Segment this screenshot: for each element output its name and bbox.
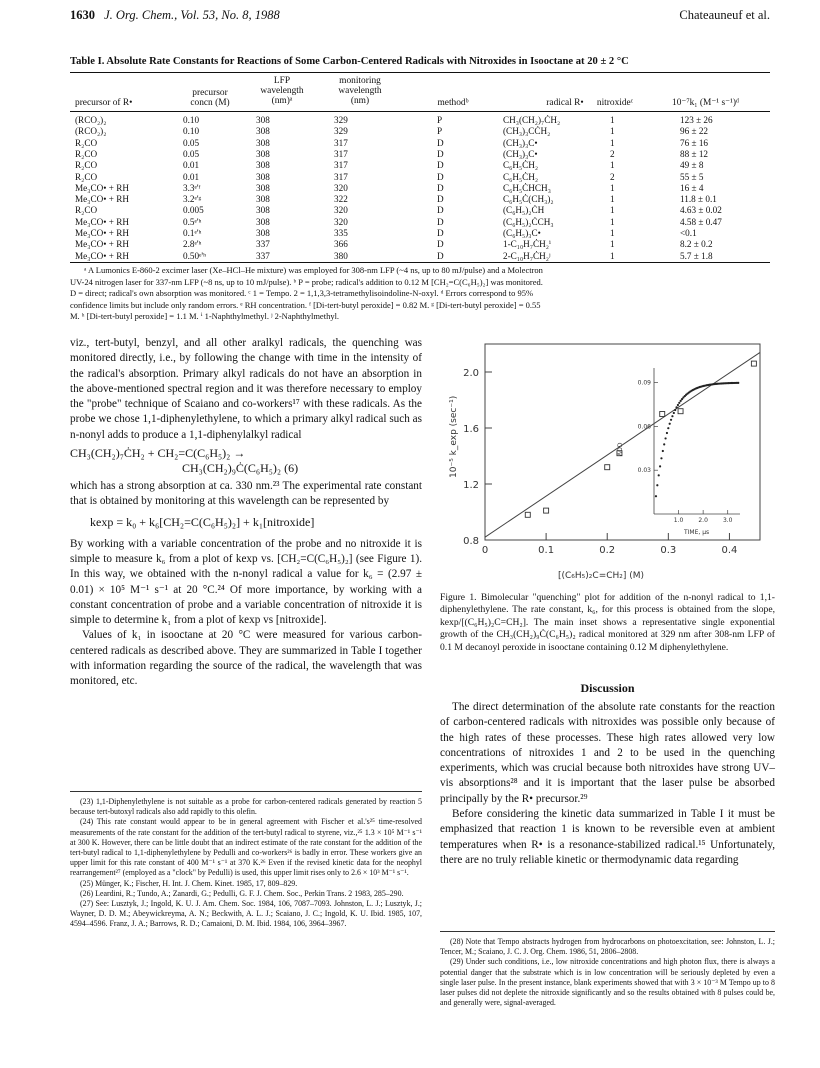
col-lfp: LFP wavelength (nm)ᵃ <box>260 76 304 107</box>
table-cell: D <box>437 228 444 238</box>
equation-6-line1: CH₃(CH₂)₇ĊH₂ + CH₂=C(C₆H₅)₂ → <box>70 446 246 461</box>
col-radical: radical R• <box>546 98 584 108</box>
table-cell: 4.63 ± 0.02 <box>680 205 722 216</box>
table-cell: 308 <box>256 216 270 227</box>
table-cell: 0.01 <box>183 171 200 182</box>
table-cell: P <box>437 126 443 137</box>
data-point <box>544 508 549 513</box>
table-cell: 308 <box>256 115 270 125</box>
inset-y-tick-label: 0.03 <box>637 467 651 475</box>
inset-trace-point <box>655 495 657 497</box>
table-footnote-line: D = direct; radical's own absorption was monitored. ᶜ 1 = Tempo. 2 = 1,1,3,3-tetramethylisoindoline-N-oxyl. ᵈ Errors correspond to 95% <box>70 288 534 299</box>
paragraph: viz., tert-butyl, benzyl, and all other aralkyl radicals, the quenching was monitored directly, i.e., by following the change with time in the intensity of the radical's absorption. Primary alkyl radicals do not have an absorption in the above-mentioned spectral region and it was therefore necessary to employ the "probe" technique of Scaiano and co-workers¹⁷ with these radicals. As the probe we chose 1,1-diphenylethylene, to which a primary alkyl radical such as n-nonyl adds to produce a 1,1-diphenylalkyl radical <box>70 337 422 441</box>
right-column <box>440 681 775 868</box>
table-cell: 308 <box>256 194 270 205</box>
col-monitoring: monitoring wavelength (nm) <box>338 76 382 107</box>
inset-trace-point <box>664 437 666 439</box>
table-cell: 1 <box>610 205 615 216</box>
table-cell: 1 <box>610 160 615 171</box>
inset-trace-point <box>671 415 673 417</box>
col-conc: precursor concn (M) <box>190 88 230 109</box>
table-cell: D <box>437 239 444 250</box>
table-cell: 335 <box>334 228 348 238</box>
table-footnote-line: confidence limits but include only random errors. ᵉ RH concentration. ᶠ [Di-tert-butyl peroxide] = 0.82 M. ᵍ [Di-tert-butyl peroxide] = 0.55 <box>70 299 541 310</box>
col-nitroxide: nitroxideᶜ <box>596 98 634 108</box>
table-cell: D <box>437 194 444 205</box>
paragraph: Before considering the kinetic data summarized in Table I it must be emphasized that reaction 1 is known to be reversible even at ambient temperatures when R• is a resonance-stabilized radical.¹⁵ Unfortunately, there are no truly reliable kinetic or thermodynamic data regarding <box>440 808 775 866</box>
table-cell: 317 <box>334 148 348 159</box>
table-cell: (C₆H₅)₂ĊH <box>503 205 545 216</box>
table-cell: C₆H₅ĊH₂ <box>503 160 539 171</box>
table-cell: 11.8 ± 0.1 <box>680 194 717 205</box>
table-cell: 320 <box>334 205 348 216</box>
inset-trace-point <box>677 404 679 406</box>
table-cell: 0.10 <box>183 115 200 125</box>
x-axis-label: [(C₆H₅)₂C=CH₂] (M) <box>558 571 645 581</box>
table-cell: 329 <box>334 115 348 125</box>
table-cell: <0.1 <box>680 228 697 238</box>
inset-trace-point <box>669 423 671 425</box>
table-cell: 317 <box>334 171 348 182</box>
footnote-divider <box>70 791 422 792</box>
reference: (29) Under such conditions, i.e., low nitroxide concentrations and high photon flux, there is always a potential danger that the substrate which is in low concentration will be seriously depleted by even a single laser pulse. In the present instance, blank experiments showed that with 3 × 10⁻³ M Tempo up to 8 laser pulses did not deplete the nitroxide significantly and so the results obtained with 8 pulses could be, and generally were, signal-averaged. <box>440 957 775 1008</box>
table-cell: (RCO₂)₂ <box>75 126 107 137</box>
inset-x-tick-label: 2.0 <box>698 517 708 524</box>
y-tick-label: 1.2 <box>463 480 479 491</box>
table-cell: 0.05 <box>183 137 200 148</box>
table-cell: 1 <box>610 239 615 250</box>
inset-x-tick-label: 1.0 <box>673 517 684 524</box>
paragraph: By working with a variable concentration of the probe and no nitroxide it is simple to measure k₆ from a plot of kexp vs. [CH₂=C(C₆H₅)₂] (see Figure 1). In this way, we obtained with the n-nonyl radical a value for k₆ = (2.97 ± 0.01) × 10⁵ M⁻¹ s⁻¹ at 20 °C.²⁴ Of more importance, by working with a constant concentration of probe and a variable concentration of nitroxide it is simple to determine k₁ from a plot of kexp vs [nitroxide]. <box>70 537 422 627</box>
inset-trace-point <box>666 432 668 434</box>
inset-trace-point <box>680 400 682 402</box>
table-cell: 308 <box>256 228 270 238</box>
table-cell: (CH₃)₃CĊH₂ <box>503 126 551 137</box>
table-cell: 0.01 <box>183 160 200 171</box>
table-cell: 380 <box>334 250 348 261</box>
table-cell: 2 <box>610 148 615 159</box>
table-cell: 1 <box>610 115 615 125</box>
equation-6-line2: CH₃(CH₂)₉Ċ(C₆H₅)₂ (6) <box>182 461 299 476</box>
table-cell: D <box>437 216 444 227</box>
inset-y-tick-label: 0.06 <box>637 423 651 431</box>
left-references <box>70 797 422 930</box>
table-rule-bottom <box>70 262 770 263</box>
x-tick-label: 0 <box>481 545 489 556</box>
inset-y-label: ΔOD <box>617 442 624 456</box>
table-cell: 8.2 ± 0.2 <box>680 239 713 250</box>
figure-1 <box>440 338 775 588</box>
inset-trace-point <box>656 484 658 486</box>
table-cell: D <box>437 171 444 182</box>
table-footnote-line: UV-24 nitrogen laser for 337-nm LFP (~8 ns, up to 10 mJ/pulse). ᵇ P = probe; radical's addition to 0.12 M [CH₂=C(C₆H₅)₂] was monitored. <box>70 276 543 287</box>
table-cell: 337 <box>256 239 270 250</box>
table-cell: 308 <box>256 126 270 137</box>
running-header <box>70 8 280 23</box>
table-cell: 0.10 <box>183 126 200 137</box>
y-tick-label: 2.0 <box>463 368 479 379</box>
table-cell: 320 <box>334 182 348 193</box>
right-references <box>440 937 775 1008</box>
table-cell: 123 ± 26 <box>680 115 713 125</box>
inset-trace-point <box>667 427 669 429</box>
data-point <box>751 361 756 366</box>
table-cell: 2 <box>610 171 615 182</box>
table-cell: 0.1ᵉ'ʰ <box>183 228 202 238</box>
table-cell: 308 <box>256 171 270 182</box>
table-cell: D <box>437 137 444 148</box>
table-cell: 317 <box>334 137 348 148</box>
col-precursor: precursor of R• <box>75 98 133 108</box>
inset-x-tick-label: 3.0 <box>722 517 733 524</box>
x-tick-label: 0.3 <box>660 545 677 556</box>
table-cell: (C₆H₅)₃C• <box>503 228 541 238</box>
table-rule-top <box>70 72 770 73</box>
table-cell: Me₃CO• + RH <box>75 216 129 227</box>
table-cell: D <box>437 205 444 216</box>
inset-trace-point <box>660 457 662 459</box>
table-cell: R₂CO <box>75 148 98 159</box>
table-cell: 0.005 <box>183 205 204 216</box>
reference: (23) 1,1-Diphenylethylene is not suitable as a probe for carbon-centered radicals generated by reaction 5 because tert-butoxyl radicals also add rapidly to this olefin. <box>70 797 422 817</box>
x-tick-label: 0.4 <box>721 545 738 556</box>
table-cell: 1 <box>610 182 615 193</box>
inset-trace-point <box>737 382 739 384</box>
table-cell: 96 ± 22 <box>680 126 709 137</box>
table-cell: 3.3ᵉ'ᶠ <box>183 182 201 193</box>
inset-plot <box>617 368 740 536</box>
table-cell: 1-C₁₀H₇ĊH₂ⁱ <box>503 239 551 250</box>
table-cell: 49 ± 8 <box>680 160 704 171</box>
table-cell: D <box>437 250 444 261</box>
table-cell: 329 <box>334 126 348 137</box>
table-title: Table I. Absolute Rate Constants for Reactions of Some Carbon-Centered Radicals with Nitroxides in Isooctane at 20 ± 2 °C <box>70 56 629 67</box>
table-cell: 1 <box>610 216 615 227</box>
col-k1: 10⁻⁷k₁ (M⁻¹ s⁻¹)ᵈ <box>672 98 739 108</box>
table-cell: 1 <box>610 250 615 261</box>
reference: (26) Leardini, R.; Tundo, A.; Zanardi, G.; Pedulli, G. F. J. Chem. Soc., Perkin Trans. 2 1983, 285–290. <box>80 888 404 898</box>
table-cell: 5.7 ± 1.8 <box>680 250 713 261</box>
table-cell: Me₃CO• + RH <box>75 182 129 193</box>
x-tick-label: 0.2 <box>599 545 616 556</box>
table-cell: 1 <box>610 126 615 137</box>
inset-trace-point <box>670 419 672 421</box>
table-cell: P <box>437 115 443 125</box>
inset-trace-point <box>658 474 660 476</box>
table-footnote-line: M. ʰ [Di-tert-butyl peroxide] = 1.1 M. ⁱ 1-Naphthylmethyl. ʲ 2-Naphthylmethyl. <box>70 311 340 322</box>
table-cell: 0.50ᵉ'ʰ <box>183 250 207 261</box>
table-cell: (RCO₂)₂ <box>75 115 107 125</box>
table-footnotes <box>70 265 775 323</box>
table-cell: Me₃CO• + RH <box>75 228 129 238</box>
reference: (24) This rate constant would appear to be in general agreement with Fischer et al.'s²⁵ time-resolved measurements of the rate constant for the addition of the tert-butyl radical to styrene, viz.,²⁵ 1.3 × 10⁵ M⁻¹ s⁻¹ at 300 K. However, there can be little doubt that an indirect estimate of the rate constant for the addition of the tert-butyl radical to 1,1-diphenylethylene by Pedulli and co-workers²⁶ is badly in error. These workers give an upper limit for this rate constant of 400 M⁻¹ s⁻¹ at 370 K.²⁶ Even if the revised kinetic data for the neophyl rearrangement²⁷ (employed as a "clock" by Pedulli) is used, this upper limit rises only to 2.6 × 10³ M⁻¹ s⁻¹. <box>70 817 422 878</box>
table-cell: (C₆H₅)₂ĊCH₃ <box>503 216 554 227</box>
inset-trace-point <box>662 450 664 452</box>
table-cell: 308 <box>256 137 270 148</box>
x-tick-label: 0.1 <box>538 545 555 556</box>
table-cell: C₆H₅Ċ(CH₃)₂ <box>503 194 554 205</box>
left-column <box>70 336 422 690</box>
data-point <box>678 409 683 414</box>
table-cell: 76 ± 16 <box>680 137 709 148</box>
table-cell: R₂CO <box>75 137 98 148</box>
table-cell: 1 <box>610 137 615 148</box>
data-point <box>660 412 665 417</box>
table-cell: 308 <box>256 148 270 159</box>
table-cell: C₆H₅ĊH₂ <box>503 171 539 182</box>
reference: (28) Note that Tempo abstracts hydrogen from hydrocarbons on photoexcitation, see: Johnston, L. J.; Tencer, M.; Scaiano, J. C. J. Org. Chem. 1986, 51, 2806–2808. <box>440 937 775 957</box>
reference: (27) See: Lusztyk, J.; Ingold, K. U. J. Am. Chem. Soc. 1984, 106, 7087–7093. Johnston, L. J.; Lusztyk, J.; Wayner, D. D. M.; Abeywickreyma, A. N.; Beckwith, A. L. J.; Scaiano, J. C.; Ingold, K. U. Ibid. 1985, 107, 4594–4596. Franz, J. A.; Barrows, R. D.; Camaioni, D. M. Ibid. 1984, 106, 3964–3967. <box>70 899 422 929</box>
figure-caption: Figure 1. Bimolecular "quenching" plot for addition of the n-nonyl radical to 1,1-diphenylethylene. The rate constant, k₆, for this process is obtained from the slope, kexp/[(C₆H₅)₂C=CH₂]. The main inset shows a representative single exponential growth of the CH₃(CH₂)₉Ċ(C₆H₅)₂ radical monitored at 329 nm after 308-nm LFP of 0.1 M decanoyl peroxide in isooctane containing 0.12 M diphenylethylene. <box>440 592 775 653</box>
table-body <box>0 115 820 265</box>
table-rule-mid <box>70 111 770 112</box>
table-cell: 3.2ᵉ'ᵍ <box>183 194 202 205</box>
journal-citation: J. Org. Chem., Vol. 53, No. 8, 1988 <box>104 8 280 22</box>
table-cell: 1 <box>610 228 615 238</box>
table-cell: 0.5ᵉ'ʰ <box>183 216 202 227</box>
table-cell: R₂CO <box>75 205 98 216</box>
paragraph: The direct determination of the absolute rate constants for the reaction of carbon-centered radicals with nitroxides was possible only because of the high rates of these processes. These high rates allowed very low concentrations of nitroxides 1 and 2 to be used in the quenching experiments, which was crucial because both nitroxides have strong UV–vis absorptions²⁸ and it is important that the laser pulse be absorbed principally by the R• precursor.²⁹ <box>440 701 775 805</box>
section-heading: Discussion <box>580 681 635 695</box>
inset-trace-point <box>674 409 676 411</box>
table-cell: (CH₃)₃C• <box>503 148 538 159</box>
table-cell: 2.8ᵉ'ʰ <box>183 239 202 250</box>
table-cell: 308 <box>256 205 270 216</box>
equation-kexp: kexp = k₀ + k₆[CH₂=C(C₆H₅)₂] + k₁[nitroxide] <box>90 514 315 529</box>
table-cell: R₂CO <box>75 160 98 171</box>
table-cell: 88 ± 12 <box>680 148 709 159</box>
paragraph: which has a strong absorption at ca. 330 nm.²³ The experimental rate constant that is obtained by monitoring at this wavelength can be represented by <box>70 480 422 508</box>
col-method: methodᵇ <box>437 98 469 108</box>
table-cell: (CH₃)₃C• <box>503 137 538 148</box>
table-cell: C₆H₅ĊHCH₃ <box>503 182 551 193</box>
plot-frame <box>485 344 760 540</box>
table-cell: CH₃(CH₂)₇ĊH₂ <box>503 115 561 125</box>
table-cell: 317 <box>334 160 348 171</box>
table-cell: D <box>437 160 444 171</box>
footnote-divider <box>440 931 775 932</box>
table-cell: 337 <box>256 250 270 261</box>
paragraph: Values of k₁ in isooctane at 20 °C were measured for various carbon-centered radicals as described above. They are summarized in Table I together with information regarding the source of the radical, the wavelength that was monitored, etc. <box>70 629 422 688</box>
table-cell: 1 <box>610 194 615 205</box>
table-cell: 308 <box>256 182 270 193</box>
inset-y-tick-label: 0.09 <box>637 379 651 387</box>
table-cell: 55 ± 5 <box>680 171 704 182</box>
table-cell: 0.05 <box>183 148 200 159</box>
y-axis-label: 10⁻⁵ k_exp (sec⁻¹) <box>449 395 459 478</box>
table-cell: 2-C₁₀H₇ĊH₂ʲ <box>503 250 551 261</box>
table-cell: 4.58 ± 0.47 <box>680 216 722 227</box>
page-number: 1630 <box>70 8 95 22</box>
y-tick-label: 0.8 <box>463 536 479 547</box>
inset-trace-point <box>675 406 677 408</box>
inset-trace-point <box>673 412 675 414</box>
table-cell: 16 ± 4 <box>680 182 704 193</box>
table-cell: 320 <box>334 216 348 227</box>
inset-trace-point <box>659 465 661 467</box>
y-tick-label: 1.6 <box>463 424 479 435</box>
inset-trace-point <box>663 443 665 445</box>
table-cell: D <box>437 148 444 159</box>
table-cell: D <box>437 182 444 193</box>
inset-x-label: TIME, μs <box>684 529 710 536</box>
table-cell: Me₃CO• + RH <box>75 239 129 250</box>
table-cell: 366 <box>334 239 348 250</box>
inset-trace-point <box>678 402 680 404</box>
table-cell: 308 <box>256 160 270 171</box>
table-cell: 322 <box>334 194 348 205</box>
table-cell: Me₃CO• + RH <box>75 194 129 205</box>
table-footnote-line: ᵃ A Lumonics E-860-2 excimer laser (Xe–HCl–He mixture) was employed for 308-nm LFP (~4 ns, up to 80 mJ/pulse) and a Molectron <box>84 265 543 275</box>
data-point <box>605 465 610 470</box>
running-authors: Chateauneuf et al. <box>679 8 770 22</box>
table-cell: Me₃CO• + RH <box>75 250 129 261</box>
reference: (25) Münger, K.; Fischer, H. Int. J. Chem. Kinet. 1985, 17, 809–829. <box>80 878 298 888</box>
data-point <box>525 512 530 517</box>
table-cell: R₂CO <box>75 171 98 182</box>
